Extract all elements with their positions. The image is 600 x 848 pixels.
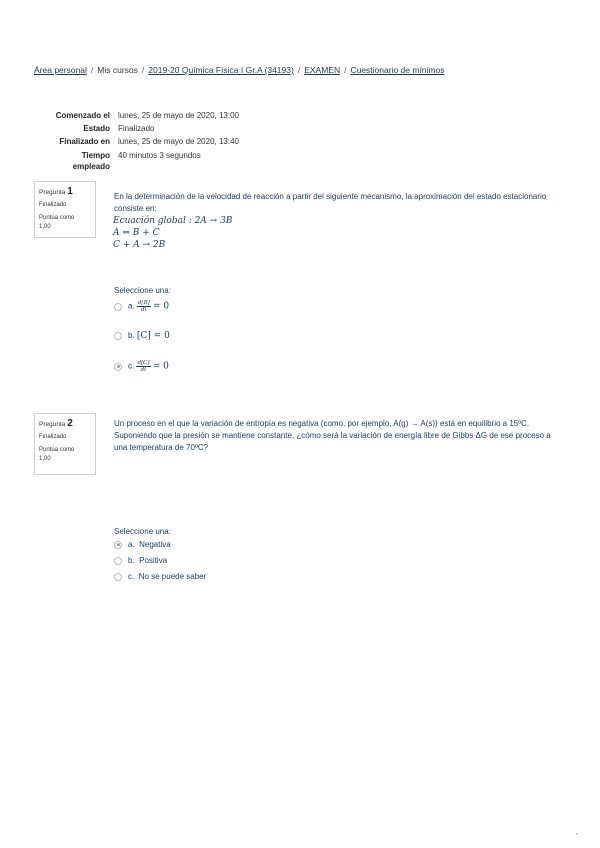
fraction bbox=[136, 360, 150, 373]
question-1-math bbox=[113, 215, 232, 251]
question-text-1: En la determinación de la velocidad de reacción a partir del siguiente mecanismo, la aproximación del estado estacionario consiste en: bbox=[114, 192, 547, 213]
breadcrumb-home-link[interactable]: Área personal bbox=[34, 65, 87, 75]
fraction bbox=[137, 300, 151, 313]
radio-button[interactable] bbox=[114, 557, 122, 565]
question-prefix: Pregunta bbox=[39, 421, 66, 428]
option-letter: a. bbox=[128, 540, 135, 549]
option-1a[interactable] bbox=[114, 300, 169, 313]
question-number-value: 2 bbox=[67, 418, 73, 429]
math-line-step2: C + A → 2B bbox=[113, 240, 166, 250]
started-label: Comenzado el bbox=[55, 111, 110, 120]
option-1c[interactable] bbox=[114, 360, 169, 373]
time-taken-label-line2: empleado bbox=[72, 162, 110, 171]
finished-value: lunes, 25 de mayo de 2020, 13:40 bbox=[118, 137, 239, 146]
option-1b[interactable] bbox=[114, 331, 170, 341]
question-status: Finalizado bbox=[39, 434, 67, 440]
finished-label: Finalizado en bbox=[59, 137, 110, 146]
breadcrumb-separator: / bbox=[90, 65, 94, 75]
question-text-2: Un proceso en el que la variación de entropía es negativa (como, por ejemplo, A(g) → A(s)) está en equilibrio a 15ºC. Suponiendo que la presión se mantiene constante, ¿cómo será la variación de energía libre de Gibbs ΔG de ese proceso a una temperatura de 70ºC? bbox=[114, 419, 551, 452]
option-rhs: = 0 bbox=[152, 361, 169, 372]
option-label: Positiva bbox=[139, 556, 168, 565]
option-letter: c. bbox=[128, 572, 135, 581]
fraction-denominator: dt bbox=[140, 367, 147, 373]
math-line-step1: A ⇔ B + C bbox=[113, 228, 160, 238]
radio-button[interactable] bbox=[114, 573, 122, 581]
fraction-numerator: d[C] bbox=[137, 360, 150, 366]
option-2a[interactable] bbox=[114, 540, 171, 549]
question-number bbox=[39, 186, 95, 197]
option-letter: b. bbox=[128, 556, 135, 565]
time-taken-label bbox=[32, 150, 110, 172]
breadcrumb-my-courses: Mis cursos bbox=[97, 65, 138, 75]
question-status: Finalizado bbox=[39, 202, 67, 208]
breadcrumb-course-link[interactable]: 2019-20 Química Física I Gr.A (34193) bbox=[148, 65, 294, 75]
question-number bbox=[39, 418, 95, 429]
option-letter: a. bbox=[128, 301, 135, 311]
option-expression: [C] = 0 bbox=[136, 331, 170, 341]
breadcrumb bbox=[34, 65, 444, 75]
score-label: Puntúa como bbox=[39, 215, 75, 221]
option-letter: c. bbox=[128, 361, 135, 371]
time-taken-label-line1: Tiempo bbox=[81, 151, 110, 160]
fraction-numerator: d[B] bbox=[137, 300, 150, 306]
math-line-global: Ecuación global : 2A → 3B bbox=[113, 216, 233, 226]
radio-button[interactable] bbox=[114, 332, 122, 340]
option-2b[interactable] bbox=[114, 556, 167, 565]
select-one-label-1: Seleccione una: bbox=[114, 286, 171, 295]
score-label: Puntúa como bbox=[39, 447, 75, 453]
option-label: Negativa bbox=[139, 540, 171, 549]
option-label: No se puede saber bbox=[138, 572, 207, 581]
option-letter: b. bbox=[128, 331, 135, 341]
breadcrumb-separator: / bbox=[297, 65, 301, 75]
state-label: Estado bbox=[83, 124, 110, 133]
fraction-denominator: dt bbox=[140, 307, 147, 313]
time-taken-value: 40 minutos 3 segundos bbox=[118, 151, 201, 160]
radio-button-selected[interactable] bbox=[114, 363, 122, 371]
radio-button[interactable] bbox=[114, 303, 122, 311]
question-prefix: Pregunta bbox=[39, 189, 66, 196]
question-info-2 bbox=[34, 413, 96, 475]
page-corner-mark: , bbox=[575, 827, 578, 836]
breadcrumb-quiz-link[interactable]: Cuestionario de mínimos bbox=[350, 65, 445, 75]
breadcrumb-separator: / bbox=[141, 65, 145, 75]
question-info-1 bbox=[34, 181, 96, 238]
breadcrumb-section-link[interactable]: EXAMEN bbox=[304, 65, 341, 75]
score-value: 1,00 bbox=[39, 456, 51, 462]
option-2c[interactable] bbox=[114, 572, 206, 581]
select-one-label-2: Seleccione una: bbox=[114, 527, 171, 536]
option-rhs: = 0 bbox=[153, 301, 170, 312]
radio-button-selected[interactable] bbox=[114, 541, 122, 549]
question-score bbox=[39, 214, 95, 232]
score-value: 1,00 bbox=[39, 224, 51, 230]
question-number-value: 1 bbox=[67, 186, 73, 197]
state-value: Finalizado bbox=[118, 124, 155, 133]
breadcrumb-separator: / bbox=[344, 65, 347, 75]
started-value: lunes, 25 de mayo de 2020, 13:00 bbox=[118, 111, 239, 120]
question-score bbox=[39, 446, 95, 464]
